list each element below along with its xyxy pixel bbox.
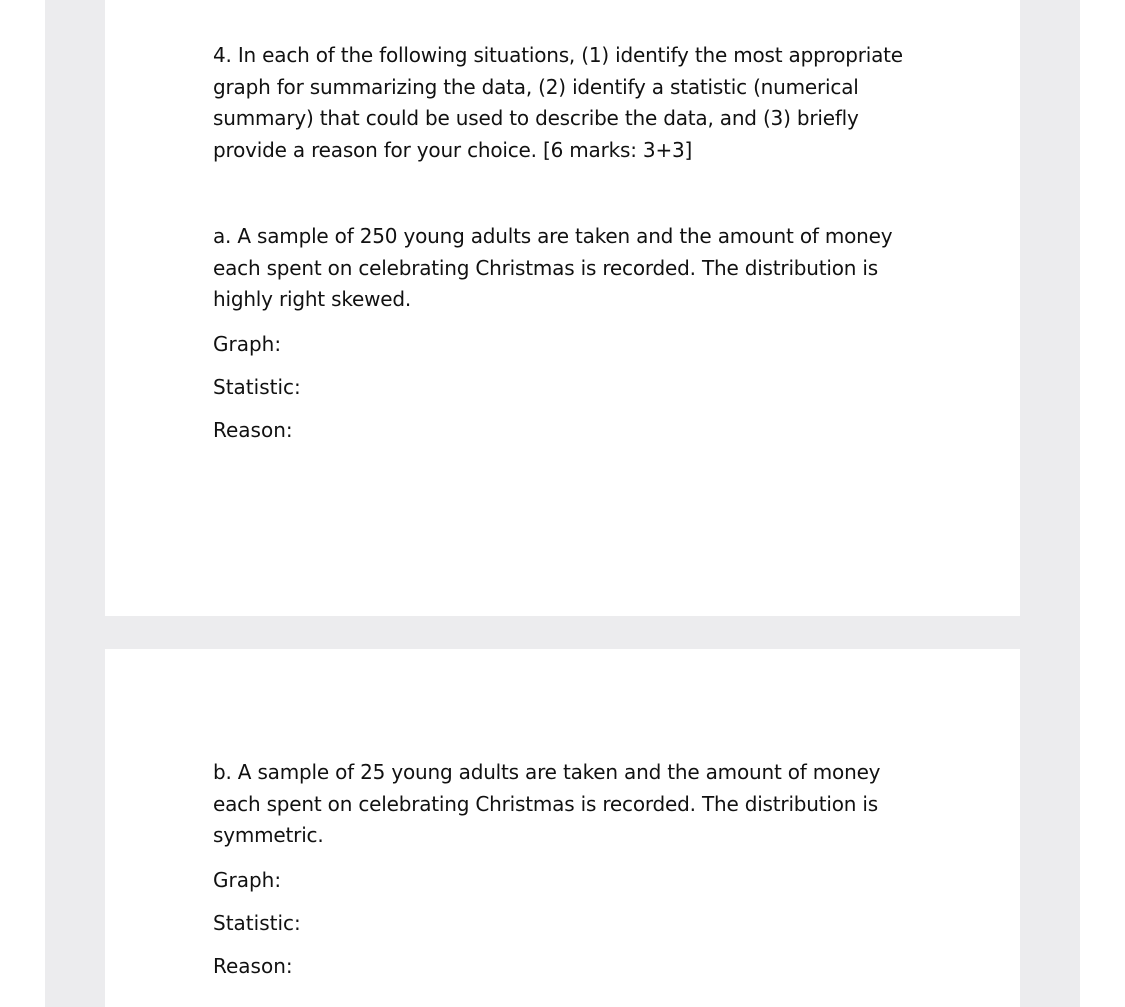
part-a-graph-label: Graph:: [213, 332, 282, 356]
question-4-text: 4. In each of the following situations, (1) identify the most appropriate graph for summarizing the data, (2) identify a statistic (numerical summary) that could be used to describe the data, and (3) briefly provide a reason for your choice. [6 marks: 3+3]: [213, 43, 903, 162]
document-page-2: [105, 649, 1020, 1007]
part-b-text: b. A sample of 25 young adults are taken and the amount of money each spent on celebrating Christmas is recorded. The distribution is symmetric.: [213, 760, 881, 847]
part-a-reason-label: Reason:: [213, 418, 293, 442]
part-b-statistic-label: Statistic:: [213, 911, 301, 935]
part-b-reason-label: Reason:: [213, 954, 293, 978]
part-a-statistic-label: Statistic:: [213, 375, 301, 399]
part-a-text: a. A sample of 250 young adults are taken and the amount of money each spent on celebrating Christmas is recorded. The distribution is highly right skewed.: [213, 224, 893, 311]
document-viewer[interactable]: [45, 0, 1080, 1007]
document-page-1: [105, 0, 1020, 616]
part-b-graph-label: Graph:: [213, 868, 282, 892]
